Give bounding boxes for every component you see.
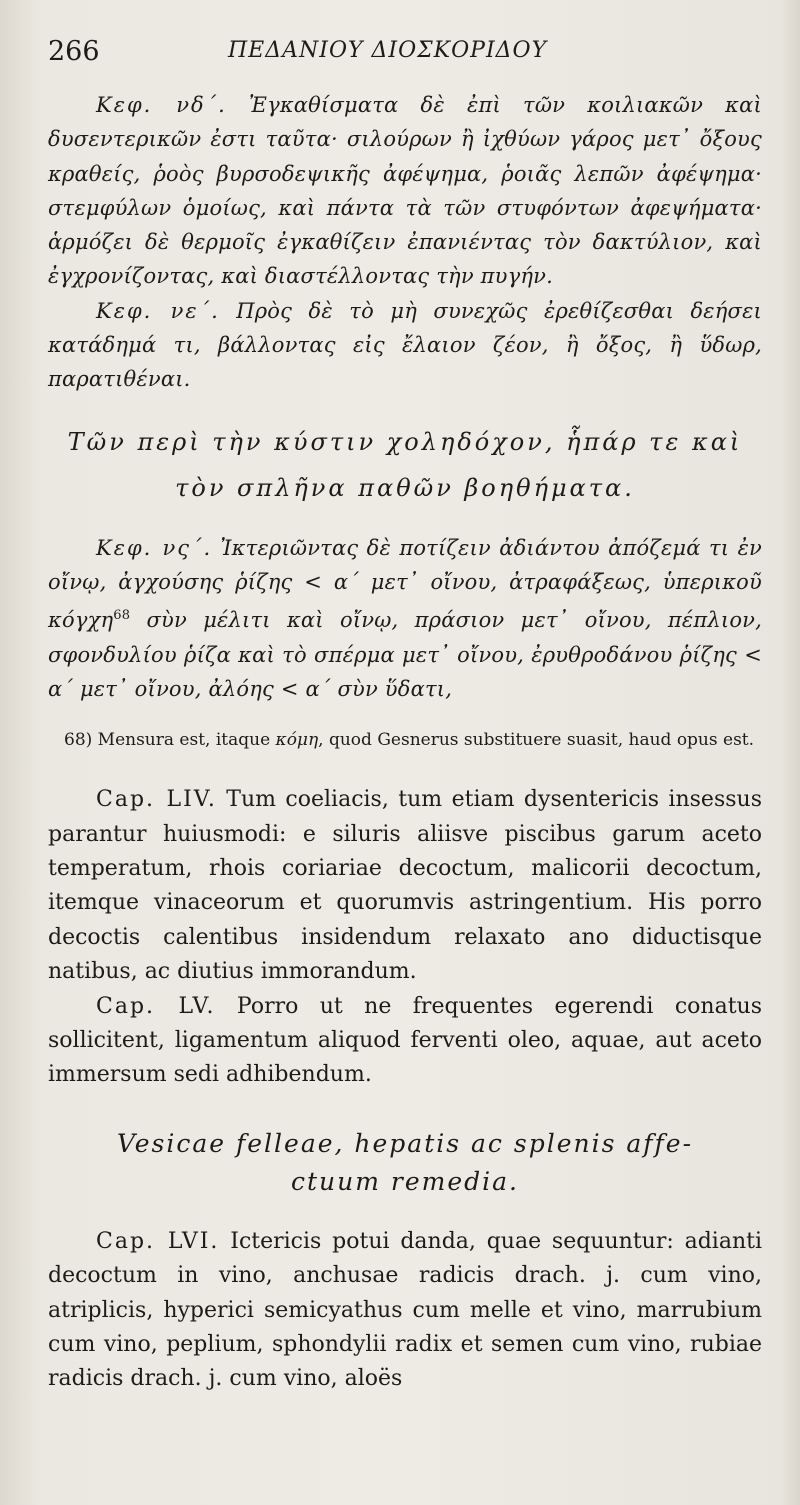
paragraph-text-continued: σὺν μέλιτι καὶ οἴνῳ, πράσιον μετ᾽ οἴνου, πέπλιον, σφονδυλίου ῥίζα καὶ τὸ σπέρμα μετ᾽ οἴνου, ἐρυθροδάνου ῥίζης < α΄ μετ᾽ οἴνου, ἀλόης < α΄ σὺν ὕδατι,	[48, 608, 762, 701]
page-body	[48, 88, 762, 1397]
chapter-label: Cap. LV.	[96, 993, 216, 1019]
paragraph-text: Porro ut ne frequentes egerendi conatus sollicitent, ligamentum aliquod ferventi oleo, aquae, aut aceto immersum sedi adhibendum.	[48, 993, 762, 1088]
latin-paragraph-cap56	[48, 1225, 762, 1397]
paragraph-text: Ἐγκαθίσματα δὲ ἐπὶ τῶν κοιλιακῶν καὶ δυσεντερικῶν ἐστι ταῦτα· σιλούρων ἢ ἰχθύων γάρος μετ᾽ ὄξους κραθείς, ῥοὸς βυρσοδεψικῆς ἀφέψημα, ῥοιᾶς λεπῶν ἀφέψημα· στεμφύλων ὁμοίως, καὶ πάντα τὰ τῶν στυφόντων ἀφεψήματα· ἁρμόζει δὲ θερμοῖς ἐγκαθίζειν ἐπανιέντας τὸν δακτύλιον, καὶ ἐγχρονίζοντας, καὶ διαστέλλοντας τὴν πυγήν.	[48, 93, 762, 289]
latin-section-heading-line-2: ctuum remedia.	[291, 1166, 519, 1196]
paragraph-text: Ἰκτεριῶντας δὲ ποτίζειν ἀδιάντου ἀπόζεμά τι ἐν οἴνῳ, ἀγχούσης ῥίζης < α΄ μετ᾽ οἴνου, ἀτραφάξεως, ὑπερικοῦ κόγχη	[48, 535, 762, 633]
paragraph-text: Tum coeliacis, tum etiam dysentericis insessus parantur huiusmodi: e siluris aliisve piscibus garum aceto temperatum, rhois coriariae decoctum, malicorii decoctum, itemque vinaceorum et quorumvis astringentium. His porro decoctis calentibus insidendum relaxato ano diductisque natibus, ac diutius immorandum.	[48, 787, 762, 985]
greek-paragraph-cap55	[48, 294, 762, 397]
paragraph-text: Ictericis potui danda, quae sequuntur: adianti decoctum in vino, anchusae radicis drach. j. cum vino, atriplicis, hyperici semicyathus cum melle et vino, marrubium cum vino, peplium, sphondylii radix et semen cum vino, rubiae radicis drach. j. cum vino, aloës	[48, 1228, 762, 1392]
footnote-reference: 68	[113, 608, 131, 624]
latin-paragraph-cap54	[48, 783, 762, 989]
greek-section-heading-line-2: τὸν σπλῆνα παθῶν βοηθήματα.	[175, 473, 635, 502]
greek-section-heading-line-1: Τῶν περὶ τὴν κύστιν χοληδόχον, ἧπάρ τε καὶ	[67, 427, 743, 456]
greek-paragraph-cap56	[48, 531, 762, 706]
chapter-label: Cap. LVI.	[96, 1228, 220, 1254]
page-number: 266	[48, 36, 100, 67]
chapter-label: Κεφ. νε΄.	[96, 298, 220, 323]
chapter-label: Κεφ. νς΄.	[96, 535, 213, 560]
latin-section-heading-line-1: Vesicae felleae, hepatis ac splenis affe-	[116, 1128, 694, 1158]
latin-paragraph-cap55	[48, 990, 762, 1093]
footnote-text: Mensura est, itaque	[92, 730, 276, 751]
footnote-text-continued: , quod Gesnerus substituere suasit, haud opus est.	[318, 730, 755, 751]
page-header	[48, 36, 752, 76]
greek-paragraph-cap54	[48, 88, 762, 294]
chapter-label: Cap. LIV.	[96, 787, 217, 813]
footnote-greek-word: κόμη	[275, 730, 319, 751]
chapter-label: Κεφ. νδ΄.	[96, 93, 227, 117]
footnote-mark: 68)	[64, 730, 93, 751]
footnote	[48, 728, 762, 753]
paragraph-text: Πρὸς δὲ τὸ μὴ συνεχῶς ἐρεθίζεσθαι δεήσει κατάδημά τι, βάλλοντας εἰς ἔλαιον ζέον, ἢ ὄξος, ἢ ὕδωρ, παρατιθέναι.	[48, 298, 762, 392]
running-title: ΠΕΔΑΝΙΟΥ ΔΙΟΣΚΟΡΙΔΟΥ	[228, 38, 548, 63]
